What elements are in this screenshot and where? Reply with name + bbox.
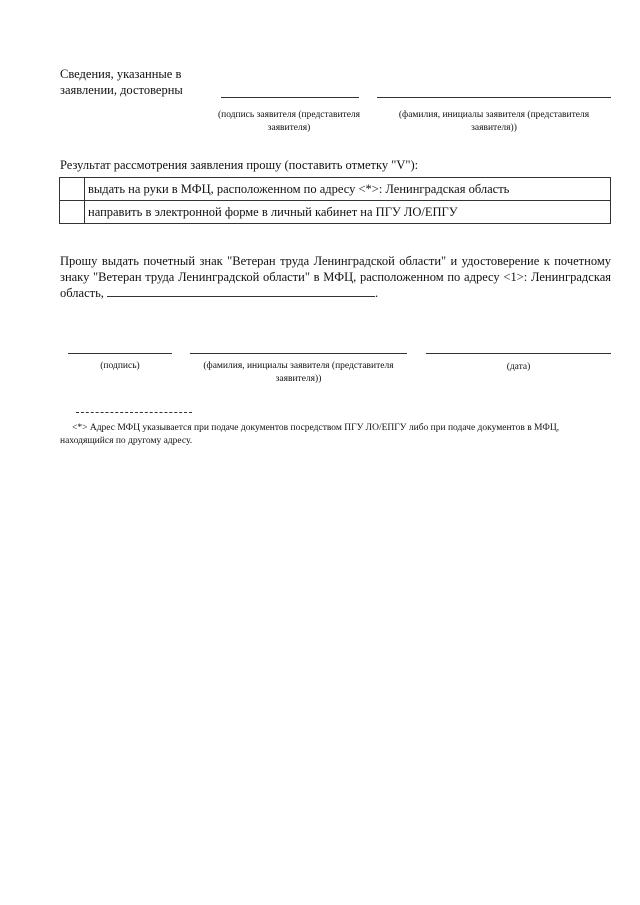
option-row-electronic xyxy=(60,201,611,224)
result-options-table xyxy=(59,177,611,224)
result-title: Результат рассмотрения заявления прошу (поставить отметку "V"): xyxy=(60,158,419,172)
name-line xyxy=(190,353,407,354)
footnote-separator xyxy=(76,412,192,413)
applicant-name-caption: (фамилия, инициалы заявителя (представителя заявителя)) xyxy=(398,110,590,133)
statement-text: Сведения, указанные в заявлении, достоверны xyxy=(60,67,183,97)
footnote-text: <*> Адрес МФЦ указывается при подаче документов посредством ПГУ ЛО/ЕПГУ либо при подаче документов в МФЦ, находящийся по другому адресу. xyxy=(60,423,560,446)
signature-caption: (подпись) xyxy=(100,361,140,371)
date-line xyxy=(426,353,611,354)
option-label-electronic: направить в электронной форме в личный кабинет на ПГУ ЛО/ЕПГУ xyxy=(85,201,611,224)
applicant-name-line xyxy=(377,97,611,98)
option-label-mfc: выдать на руки в МФЦ, расположенном по адресу <*>: Ленинградская область xyxy=(85,178,611,201)
request-text: Прошу выдать почетный знак "Ветеран труда Ленинградской области" и удостоверение к почетному знаку "Ветеран труда Ленинградской области" в МФЦ, расположенном по адресу <1>: Ленинградская область, xyxy=(60,254,611,300)
footnote xyxy=(60,422,610,448)
option-row-mfc xyxy=(60,178,611,201)
applicant-signature-line xyxy=(221,97,359,98)
request-paragraph xyxy=(60,253,611,301)
name-caption: (фамилия, инициалы заявителя (представителя заявителя)) xyxy=(203,361,394,384)
signature-line xyxy=(68,353,172,354)
applicant-signature-caption: (подпись заявителя (представителя заявителя) xyxy=(217,110,361,133)
option-checkbox-mfc[interactable] xyxy=(60,178,85,201)
option-checkbox-electronic[interactable] xyxy=(60,201,85,224)
request-end: . xyxy=(375,286,379,300)
date-caption: (дата) xyxy=(506,362,531,372)
address-blank-line[interactable] xyxy=(107,285,375,297)
